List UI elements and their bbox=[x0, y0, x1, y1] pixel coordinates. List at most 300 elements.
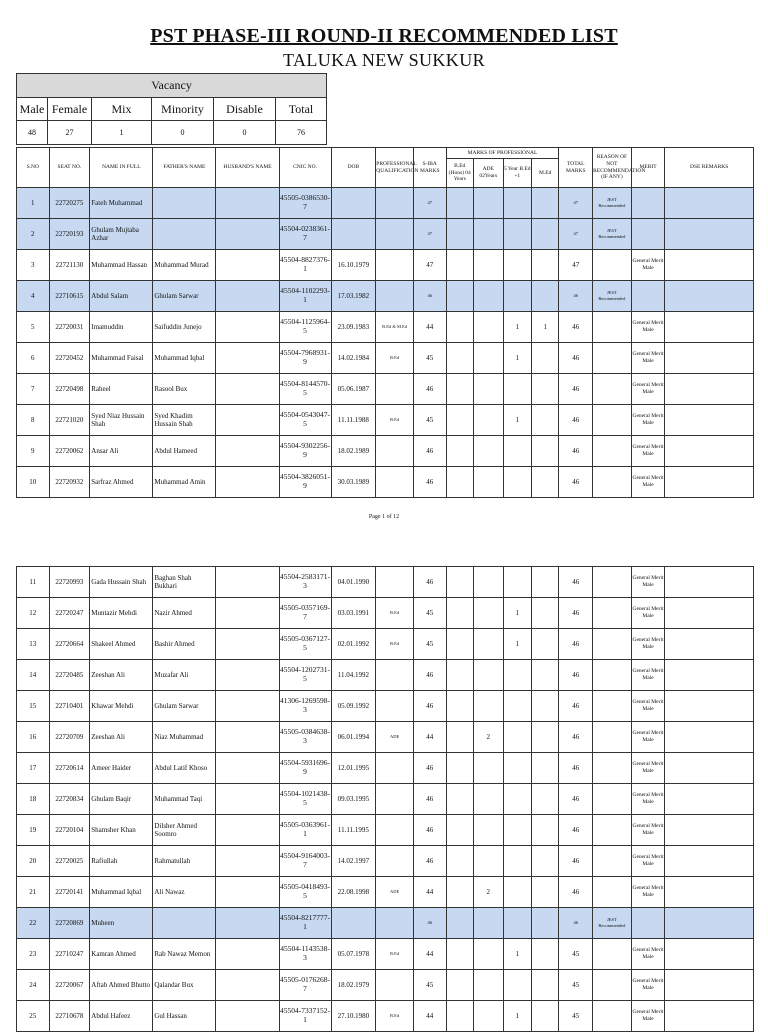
cell-reason bbox=[593, 691, 632, 722]
cell-ade bbox=[473, 250, 503, 281]
cell-siba: 46 bbox=[413, 753, 446, 784]
cell-qual bbox=[376, 567, 414, 598]
cell-bed bbox=[446, 815, 473, 846]
cell-sno: 14 bbox=[17, 660, 50, 691]
header-merit: MERIT bbox=[631, 148, 665, 188]
cell-cnic: 45504-8144570-5 bbox=[279, 374, 331, 405]
cell-cnic: 45504-9164003-7 bbox=[279, 846, 331, 877]
cell-husband bbox=[216, 753, 279, 784]
cell-bed bbox=[446, 753, 473, 784]
cell-dob: 12.01.1995 bbox=[331, 753, 376, 784]
cell-cnic: 45504-8827376-1 bbox=[279, 250, 331, 281]
cell-y5 bbox=[503, 970, 532, 1001]
page-title: PST PHASE-III ROUND-II RECOMMENDED LIST bbox=[150, 25, 618, 47]
cell-seat: 22720664 bbox=[49, 629, 90, 660]
cell-dob: 23.09.1983 bbox=[331, 312, 376, 343]
cell-ade bbox=[473, 374, 503, 405]
cell-dse bbox=[665, 219, 754, 250]
cell-sno: 13 bbox=[17, 629, 50, 660]
cell-merit: General Merit Male bbox=[631, 374, 665, 405]
cell-qual bbox=[376, 281, 414, 312]
cell-bed bbox=[446, 846, 473, 877]
cell-seat: 22720452 bbox=[49, 343, 90, 374]
cell-dob bbox=[331, 219, 376, 250]
cell-dse bbox=[665, 815, 754, 846]
cell-med bbox=[532, 877, 559, 908]
page-subtitle: TALUKA NEW SUKKUR bbox=[282, 50, 486, 70]
cell-siba: 46 bbox=[413, 567, 446, 598]
cell-total: 46 bbox=[559, 312, 593, 343]
cell-sno: 21 bbox=[17, 877, 50, 908]
table-row bbox=[17, 188, 754, 219]
cell-med bbox=[532, 846, 559, 877]
cell-father: Rasool Bux bbox=[153, 374, 216, 405]
cell-dse bbox=[665, 939, 754, 970]
cell-sno: 5 bbox=[17, 312, 50, 343]
cell-siba: 44 bbox=[413, 877, 446, 908]
cell-qual: B.Ed bbox=[376, 343, 414, 374]
cell-reason bbox=[593, 374, 632, 405]
cell-bed bbox=[446, 467, 473, 498]
cell-merit bbox=[631, 219, 665, 250]
cell-y5 bbox=[503, 877, 532, 908]
cell-dse bbox=[665, 343, 754, 374]
cell-reason bbox=[593, 467, 632, 498]
cell-total: 47 bbox=[559, 188, 593, 219]
cell-sno: 16 bbox=[17, 722, 50, 753]
cell-siba: 46 bbox=[413, 436, 446, 467]
cell-seat: 22720104 bbox=[49, 815, 90, 846]
cell-qual: B.Ed bbox=[376, 405, 414, 436]
cell-cnic: 45505-0176268-7 bbox=[279, 970, 331, 1001]
cell-father: Muhammad Iqbal bbox=[153, 343, 216, 374]
cell-merit: General Merit Male bbox=[631, 343, 665, 374]
cell-dob: 22.08.1998 bbox=[331, 877, 376, 908]
cell-bed bbox=[446, 970, 473, 1001]
cell-dse bbox=[665, 598, 754, 629]
cell-med: 1 bbox=[532, 312, 559, 343]
cell-qual bbox=[376, 250, 414, 281]
cell-name: Zeeshan Ali bbox=[90, 722, 153, 753]
cell-sno: 20 bbox=[17, 846, 50, 877]
table-row bbox=[17, 312, 754, 343]
cell-bed bbox=[446, 660, 473, 691]
cell-med bbox=[532, 815, 559, 846]
cell-seat: 22720993 bbox=[49, 567, 90, 598]
header-name: NAME IN FULL bbox=[90, 148, 153, 188]
cell-sno: 7 bbox=[17, 374, 50, 405]
cell-qual: B.Ed bbox=[376, 598, 414, 629]
vacancy-male-value: 48 bbox=[17, 121, 48, 145]
cell-med bbox=[532, 405, 559, 436]
cell-y5 bbox=[503, 691, 532, 722]
cell-med bbox=[532, 970, 559, 1001]
cell-siba: 44 bbox=[413, 939, 446, 970]
cell-husband bbox=[216, 877, 279, 908]
cell-father: Muzafar Ali bbox=[153, 660, 216, 691]
cell-name: Muhammad Faisal bbox=[90, 343, 153, 374]
cell-med bbox=[532, 784, 559, 815]
cell-seat: 22720067 bbox=[49, 970, 90, 1001]
cell-dse bbox=[665, 250, 754, 281]
table-row bbox=[17, 846, 754, 877]
cell-seat: 22720498 bbox=[49, 374, 90, 405]
cell-father: Muhammad Murad bbox=[153, 250, 216, 281]
cell-qual bbox=[376, 660, 414, 691]
cell-total: 46 bbox=[559, 436, 593, 467]
cell-name: Kamran Ahmed bbox=[90, 939, 153, 970]
cell-med bbox=[532, 281, 559, 312]
cell-ade bbox=[473, 405, 503, 436]
cell-seat: 22720062 bbox=[49, 436, 90, 467]
cell-siba: 44 bbox=[413, 1001, 446, 1032]
cell-med bbox=[532, 250, 559, 281]
cell-father: Abdul Hameed bbox=[153, 436, 216, 467]
cell-merit: General Merit Male bbox=[631, 436, 665, 467]
cell-dse bbox=[665, 722, 754, 753]
cell-husband bbox=[216, 970, 279, 1001]
header-siba: S-IBA MARKS bbox=[413, 148, 446, 188]
header-father: FATHER'S NAME bbox=[153, 148, 216, 188]
cell-name: Abdul Salam bbox=[90, 281, 153, 312]
cell-merit: General Merit Male bbox=[631, 691, 665, 722]
cell-reason bbox=[593, 784, 632, 815]
cell-y5 bbox=[503, 753, 532, 784]
cell-husband bbox=[216, 374, 279, 405]
cell-siba: 46 bbox=[413, 784, 446, 815]
cell-total: 46 bbox=[559, 691, 593, 722]
cell-merit bbox=[631, 908, 665, 939]
cell-qual: ADE bbox=[376, 877, 414, 908]
cell-father: Saifuddin Junejo bbox=[153, 312, 216, 343]
cell-siba: 45 bbox=[413, 970, 446, 1001]
cell-dse bbox=[665, 374, 754, 405]
cell-dob: 27.10.1980 bbox=[331, 1001, 376, 1032]
vacancy-mix-value: 1 bbox=[92, 121, 152, 145]
cell-merit: General Merit Male bbox=[631, 784, 665, 815]
cell-ade bbox=[473, 219, 503, 250]
cell-cnic: 45505-0363961-1 bbox=[279, 815, 331, 846]
cell-bed bbox=[446, 908, 473, 939]
cell-cnic: 45505-0386530-7 bbox=[279, 188, 331, 219]
cell-qual bbox=[376, 846, 414, 877]
cell-med bbox=[532, 660, 559, 691]
header-bed: B.Ed (Hons) 04 Years bbox=[446, 158, 473, 187]
cell-med bbox=[532, 567, 559, 598]
cell-bed bbox=[446, 436, 473, 467]
cell-husband bbox=[216, 250, 279, 281]
table-row bbox=[17, 598, 754, 629]
cell-father: Qalandar Bux bbox=[153, 970, 216, 1001]
recommended-list-table-page1 bbox=[16, 147, 754, 498]
cell-husband bbox=[216, 691, 279, 722]
cell-reason bbox=[593, 567, 632, 598]
cell-ade bbox=[473, 312, 503, 343]
vacancy-col-minority: Minority bbox=[152, 98, 214, 121]
cell-merit: General Merit Male bbox=[631, 660, 665, 691]
cell-dse bbox=[665, 312, 754, 343]
cell-siba: 45 bbox=[413, 343, 446, 374]
cell-y5 bbox=[503, 660, 532, 691]
cell-seat: 22720932 bbox=[49, 467, 90, 498]
cell-cnic: 45504-1202731-5 bbox=[279, 660, 331, 691]
cell-qual bbox=[376, 436, 414, 467]
cell-bed bbox=[446, 250, 473, 281]
cell-ade bbox=[473, 660, 503, 691]
header-reason: REASON OF NOT RECOMMENDATION (IF ANY) bbox=[593, 148, 632, 188]
cell-dse bbox=[665, 970, 754, 1001]
table-row bbox=[17, 939, 754, 970]
cell-total: 46 bbox=[559, 281, 593, 312]
cell-seat: 22720869 bbox=[49, 908, 90, 939]
cell-bed bbox=[446, 1001, 473, 1032]
cell-merit: General Merit Male bbox=[631, 629, 665, 660]
table-row bbox=[17, 374, 754, 405]
cell-dse bbox=[665, 467, 754, 498]
header-seat: SEAT NO. bbox=[49, 148, 90, 188]
cell-y5 bbox=[503, 374, 532, 405]
vacancy-total-value: 76 bbox=[276, 121, 327, 145]
cell-cnic: 45505-0357169-7 bbox=[279, 598, 331, 629]
cell-ade bbox=[473, 1001, 503, 1032]
cell-total: 45 bbox=[559, 939, 593, 970]
cell-dob bbox=[331, 908, 376, 939]
cell-ade bbox=[473, 567, 503, 598]
cell-cnic: 45504-7968931-9 bbox=[279, 343, 331, 374]
cell-bed bbox=[446, 374, 473, 405]
cell-med bbox=[532, 598, 559, 629]
cell-bed bbox=[446, 281, 473, 312]
cell-father: Ghulam Sarwar bbox=[153, 281, 216, 312]
cell-husband bbox=[216, 784, 279, 815]
cell-reason bbox=[593, 405, 632, 436]
table-row bbox=[17, 281, 754, 312]
cell-qual bbox=[376, 188, 414, 219]
cell-y5: 1 bbox=[503, 629, 532, 660]
cell-qual: B.Ed bbox=[376, 939, 414, 970]
cell-husband bbox=[216, 1001, 279, 1032]
cell-siba: 46 bbox=[413, 467, 446, 498]
cell-father bbox=[153, 219, 216, 250]
cell-husband bbox=[216, 312, 279, 343]
cell-ade bbox=[473, 784, 503, 815]
cell-siba: 45 bbox=[413, 629, 446, 660]
cell-name: Muheen bbox=[90, 908, 153, 939]
cell-merit bbox=[631, 188, 665, 219]
cell-qual bbox=[376, 691, 414, 722]
cell-seat: 22720247 bbox=[49, 598, 90, 629]
cell-husband bbox=[216, 405, 279, 436]
cell-ade bbox=[473, 970, 503, 1001]
cell-dse bbox=[665, 660, 754, 691]
cell-dob: 04.01.1990 bbox=[331, 567, 376, 598]
page-footer: Page 1 of 12 bbox=[368, 514, 400, 520]
cell-sno: 1 bbox=[17, 188, 50, 219]
cell-father: Ghulam Sarwar bbox=[153, 691, 216, 722]
cell-husband bbox=[216, 219, 279, 250]
cell-total: 45 bbox=[559, 970, 593, 1001]
cell-merit: General Merit Male bbox=[631, 312, 665, 343]
cell-dob: 03.03.1991 bbox=[331, 598, 376, 629]
cell-qual bbox=[376, 908, 414, 939]
cell-husband bbox=[216, 467, 279, 498]
cell-med bbox=[532, 467, 559, 498]
cell-merit: General Merit Male bbox=[631, 722, 665, 753]
cell-sno: 10 bbox=[17, 467, 50, 498]
cell-reason bbox=[593, 877, 632, 908]
cell-cnic: 45505-0367127-5 bbox=[279, 629, 331, 660]
cell-husband bbox=[216, 939, 279, 970]
cell-name: Sarfraz Ahmed bbox=[90, 467, 153, 498]
vacancy-col-disable: Disable bbox=[214, 98, 276, 121]
cell-y5 bbox=[503, 219, 532, 250]
header-total: TOTAL MARKS bbox=[559, 148, 593, 188]
cell-dob: 05.09.1992 bbox=[331, 691, 376, 722]
table-row bbox=[17, 405, 754, 436]
table-row bbox=[17, 815, 754, 846]
cell-name: Aftab Ahmed Bhutto bbox=[90, 970, 153, 1001]
header-cnic: CNIC NO. bbox=[279, 148, 331, 188]
cell-total: 45 bbox=[559, 1001, 593, 1032]
cell-name: Ghulam Mujtaba Azhar bbox=[90, 219, 153, 250]
cell-dob: 05.06.1987 bbox=[331, 374, 376, 405]
cell-dse bbox=[665, 784, 754, 815]
cell-name: Ghulam Baqir bbox=[90, 784, 153, 815]
cell-dob: 05.07.1978 bbox=[331, 939, 376, 970]
cell-sno: 17 bbox=[17, 753, 50, 784]
cell-dse bbox=[665, 281, 754, 312]
cell-ade bbox=[473, 436, 503, 467]
cell-cnic: 45504-1102293-1 bbox=[279, 281, 331, 312]
cell-name: Zeeshan Ali bbox=[90, 660, 153, 691]
cell-total: 46 bbox=[559, 722, 593, 753]
cell-father: Rab Nawaz Memon bbox=[153, 939, 216, 970]
cell-reason: JEST Recommended bbox=[593, 281, 632, 312]
cell-siba: 46 bbox=[413, 281, 446, 312]
vacancy-female-value: 27 bbox=[48, 121, 92, 145]
cell-father: Muhammad Amin bbox=[153, 467, 216, 498]
cell-sno: 6 bbox=[17, 343, 50, 374]
cell-ade bbox=[473, 815, 503, 846]
cell-dob: 11.11.1988 bbox=[331, 405, 376, 436]
cell-siba: 44 bbox=[413, 722, 446, 753]
table-row bbox=[17, 219, 754, 250]
cell-sno: 3 bbox=[17, 250, 50, 281]
cell-y5: 1 bbox=[503, 312, 532, 343]
cell-y5 bbox=[503, 188, 532, 219]
cell-father: Muhammad Taqi bbox=[153, 784, 216, 815]
cell-total: 46 bbox=[559, 877, 593, 908]
cell-med bbox=[532, 343, 559, 374]
cell-ade bbox=[473, 343, 503, 374]
cell-name: Khawar Mehdi bbox=[90, 691, 153, 722]
table-row bbox=[17, 970, 754, 1001]
cell-y5 bbox=[503, 281, 532, 312]
cell-y5: 1 bbox=[503, 598, 532, 629]
cell-merit: General Merit Male bbox=[631, 598, 665, 629]
cell-ade: 2 bbox=[473, 877, 503, 908]
cell-sno: 24 bbox=[17, 970, 50, 1001]
cell-name: Gada Hussain Shah bbox=[90, 567, 153, 598]
cell-qual: ADE bbox=[376, 722, 414, 753]
cell-y5: 1 bbox=[503, 1001, 532, 1032]
cell-ade bbox=[473, 753, 503, 784]
header-sno: S.NO bbox=[17, 148, 50, 188]
cell-reason bbox=[593, 970, 632, 1001]
cell-siba: 46 bbox=[413, 815, 446, 846]
cell-total: 47 bbox=[559, 250, 593, 281]
cell-y5 bbox=[503, 908, 532, 939]
cell-dse bbox=[665, 1001, 754, 1032]
cell-reason bbox=[593, 312, 632, 343]
cell-ade bbox=[473, 846, 503, 877]
cell-sno: 18 bbox=[17, 784, 50, 815]
cell-cnic: 45504-0238361-7 bbox=[279, 219, 331, 250]
cell-husband bbox=[216, 281, 279, 312]
cell-bed bbox=[446, 722, 473, 753]
cell-siba: 44 bbox=[413, 312, 446, 343]
cell-sno: 9 bbox=[17, 436, 50, 467]
cell-qual bbox=[376, 467, 414, 498]
cell-cnic: 45505-0418493-5 bbox=[279, 877, 331, 908]
vacancy-minority-value: 0 bbox=[152, 121, 214, 145]
cell-dse bbox=[665, 908, 754, 939]
cell-dob: 09.03.1995 bbox=[331, 784, 376, 815]
cell-reason bbox=[593, 660, 632, 691]
cell-med bbox=[532, 691, 559, 722]
cell-cnic: 41306-1269598-3 bbox=[279, 691, 331, 722]
cell-name: Imamuddin bbox=[90, 312, 153, 343]
cell-name: Fateh Muhammad bbox=[90, 188, 153, 219]
table-row bbox=[17, 784, 754, 815]
cell-dob: 11.04.1992 bbox=[331, 660, 376, 691]
cell-husband bbox=[216, 188, 279, 219]
header-dse: DSE REMARKS bbox=[665, 148, 754, 188]
cell-merit: General Merit Male bbox=[631, 405, 665, 436]
vacancy-heading: Vacancy bbox=[17, 74, 327, 98]
table-body-page2 bbox=[17, 567, 754, 1032]
cell-seat: 22720193 bbox=[49, 219, 90, 250]
cell-husband bbox=[216, 815, 279, 846]
cell-name: Muhammad Iqbal bbox=[90, 877, 153, 908]
cell-dob: 16.10.1979 bbox=[331, 250, 376, 281]
cell-dse bbox=[665, 753, 754, 784]
cell-med bbox=[532, 753, 559, 784]
cell-seat: 22720275 bbox=[49, 188, 90, 219]
cell-reason bbox=[593, 598, 632, 629]
cell-reason bbox=[593, 1001, 632, 1032]
cell-qual bbox=[376, 815, 414, 846]
vacancy-col-female: Female bbox=[48, 98, 92, 121]
table-row bbox=[17, 567, 754, 598]
cell-y5 bbox=[503, 846, 532, 877]
cell-total: 46 bbox=[559, 405, 593, 436]
cell-reason bbox=[593, 815, 632, 846]
cell-seat: 22710678 bbox=[49, 1001, 90, 1032]
table-row bbox=[17, 722, 754, 753]
cell-cnic: 45504-0543047-5 bbox=[279, 405, 331, 436]
cell-dob: 18.02.1989 bbox=[331, 436, 376, 467]
cell-dse bbox=[665, 188, 754, 219]
cell-husband bbox=[216, 660, 279, 691]
cell-cnic: 45504-2583171-3 bbox=[279, 567, 331, 598]
vacancy-col-mix: Mix bbox=[92, 98, 152, 121]
table-row bbox=[17, 877, 754, 908]
cell-merit: General Merit Male bbox=[631, 815, 665, 846]
cell-seat: 22720614 bbox=[49, 753, 90, 784]
cell-name: Muhammad Hassan bbox=[90, 250, 153, 281]
cell-cnic: 45504-1021438-5 bbox=[279, 784, 331, 815]
